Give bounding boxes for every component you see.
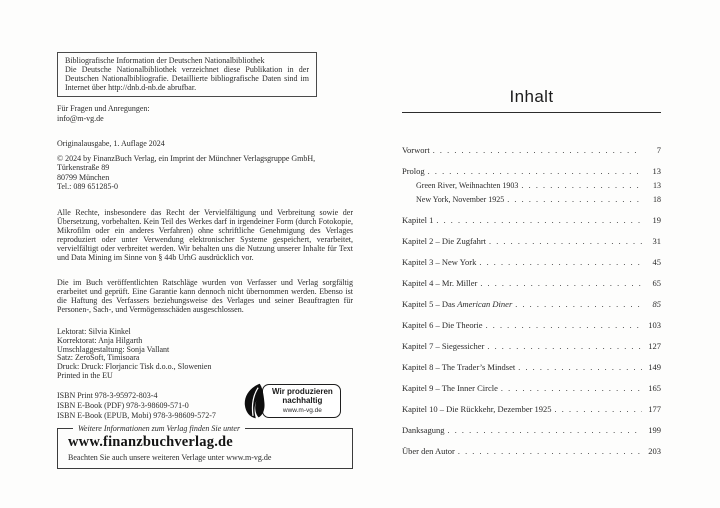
isbn-list xyxy=(57,391,216,420)
toc-title-rule xyxy=(402,112,661,113)
toc-page-number: 165 xyxy=(648,383,661,393)
credit-line: Druck: Druck: Florjancic Tisk d.o.o., Slowenien xyxy=(57,362,212,372)
toc-page xyxy=(402,0,661,508)
toc-entry-label: Über den Autor xyxy=(402,446,455,456)
toc-entry-label: Kapitel 8 – The Trader’s Mindset xyxy=(402,362,516,372)
toc-entry xyxy=(402,447,661,456)
toc-entry xyxy=(402,258,661,267)
toc-leader-dots xyxy=(448,426,643,435)
publisher-address-line: Tel.: 089 651285-0 xyxy=(57,181,118,191)
toc-entry xyxy=(402,146,661,155)
toc-entry xyxy=(402,300,661,309)
publisher-address xyxy=(57,154,315,191)
disclaimer-paragraph: Die im Buch veröffentlichten Ratschläge wurden von Verfasser und Verlag sorgfältig erarbeitet und geprüft. Eine Garantie kann dennoch nicht übernommen werden. Ebenso ist die Haftung des Verfassers beziehungsweise des Verlages und seiner Beauftragten für Personen-, Sach-, und Vermögensschäden ausgeschlossen. xyxy=(57,278,353,314)
publisher-website-box xyxy=(57,424,353,469)
toc-entry-label: Kapitel 2 – Die Zugfahrt xyxy=(402,236,487,246)
imprint-page xyxy=(57,0,353,508)
toc-entry xyxy=(402,405,661,414)
edition-line: Originalausgabe, 1. Auflage 2024 xyxy=(57,139,165,148)
publisher-website-note: Beachten Sie auch unsere weiteren Verlage unter www.m-vg.de xyxy=(68,453,272,462)
toc-entry-label: Vorwort xyxy=(402,145,430,155)
toc-leader-dots xyxy=(479,258,642,267)
publisher-address-line: 80799 München xyxy=(57,172,110,182)
toc-entry-label: Kapitel 1 xyxy=(402,215,434,225)
eco-badge-url: www.m-vg.de xyxy=(282,406,322,414)
eco-badge xyxy=(243,383,341,419)
toc-page-number: 13 xyxy=(652,166,661,176)
toc-entry-label: Danksagung xyxy=(402,425,445,435)
toc-entry xyxy=(402,216,661,225)
credit-line: Satz: ZeroSoft, Timisoara xyxy=(57,353,140,363)
toc-page-number: 31 xyxy=(652,236,661,246)
toc-entry-label: New York, November 1925 xyxy=(416,195,505,204)
toc-title: Inhalt xyxy=(509,87,554,106)
credit-line: Lektorat: Silvia Kinkel xyxy=(57,327,131,336)
contact-info xyxy=(57,104,150,123)
toc-list xyxy=(402,146,661,456)
toc-leader-dots xyxy=(480,279,642,288)
publisher-address-line: © 2024 by FinanzBuch Verlag, ein Imprint der Münchner Verlagsgruppe GmbH, xyxy=(57,154,316,163)
toc-entry-label: Prolog xyxy=(402,166,425,176)
toc-leader-dots xyxy=(486,321,642,330)
contact-line: Für Fragen und Anregungen: xyxy=(57,104,150,113)
toc-entry xyxy=(402,279,661,288)
dnb-info-box xyxy=(57,52,317,97)
eco-badge-frame xyxy=(262,384,341,418)
toc-entry xyxy=(402,426,661,435)
toc-entry-label: Kapitel 5 – Das American Diner xyxy=(402,299,513,309)
toc-entry xyxy=(402,321,661,330)
toc-leader-dots xyxy=(507,195,642,204)
toc-entry xyxy=(402,195,661,204)
isbn-line: ISBN E-Book (EPUB, Mobi) 978-3-98609-572-7 xyxy=(57,410,216,420)
isbn-line: ISBN Print 978-3-95972-803-4 xyxy=(57,391,158,400)
toc-page-number: 203 xyxy=(648,446,661,456)
toc-leader-dots xyxy=(521,181,642,190)
toc-entry xyxy=(402,342,661,351)
publisher-address-line: Türkenstraße 89 xyxy=(57,163,110,173)
isbn-line: ISBN E-Book (PDF) 978-3-98609-571-0 xyxy=(57,400,189,410)
toc-entry xyxy=(402,237,661,246)
toc-page-number: 7 xyxy=(656,145,661,155)
toc-leader-dots xyxy=(436,216,642,225)
publisher-website-legend: Weitere Informationen zum Verlag finden Sie unter xyxy=(78,424,241,433)
credit-line: Umschlaggestaltung: Sonja Vallant xyxy=(57,344,170,354)
toc-page-number: 65 xyxy=(652,278,661,288)
toc-entry-label: Kapitel 7 – Siegessicher xyxy=(402,341,485,351)
eco-badge-line1: Wir produzieren xyxy=(272,387,333,397)
toc-entry-label: Kapitel 6 – Die Theorie xyxy=(402,320,483,330)
toc-entry xyxy=(402,363,661,372)
toc-entry xyxy=(402,181,661,190)
toc-entry-label: Kapitel 9 – The Inner Circle xyxy=(402,383,498,393)
eco-badge-line2: nachhaltig xyxy=(282,396,323,406)
rights-paragraph: Alle Rechte, insbesondere das Recht der Vervielfältigung und Verbreitung sowie der Übersetzung, vorbehalten. Kein Teil des Werkes darf in irgendeiner Form (durch Fotokopie, Mikrofilm oder ein anderes Verfahren) ohne schriftliche Genehmigung des Verlages reproduziert oder unter Verwendung elektronischer Systeme gespeichert, verarbeitet, vervielfältigt oder verbreitet werden. Wir behalten uns die Nutzung unserer Inhalte für Text und Data Mining im Sinne von § 44b UrhG ausdrücklich vor. xyxy=(57,208,353,262)
toc-leader-dots xyxy=(487,342,642,351)
toc-page-number: 19 xyxy=(652,215,661,225)
toc-leader-dots xyxy=(515,300,642,309)
contact-line: info@m-vg.de xyxy=(57,113,104,123)
toc-page-number: 18 xyxy=(653,195,661,204)
credit-line: Korrektorat: Anja Hilgarth xyxy=(57,335,143,345)
toc-leader-dots xyxy=(555,405,642,414)
toc-page-number: 149 xyxy=(648,362,661,372)
toc-entry-label: Kapitel 10 – Die Rückkehr, Dezember 1925 xyxy=(402,404,552,414)
dnb-info-body: Die Deutsche Nationalbibliothek verzeichnet diese Publikation in der Deutschen Nationalbibliografie. Detaillierte bibliografische Daten sind im Internet über http://dnb.d-nb.de abrufbar. xyxy=(65,65,309,92)
toc-leader-dots xyxy=(489,237,642,246)
toc-leader-dots xyxy=(433,146,642,155)
toc-entry xyxy=(402,167,661,176)
leaf-icon xyxy=(243,383,267,419)
toc-leader-dots xyxy=(501,384,642,393)
toc-entry xyxy=(402,384,661,393)
toc-entry-label: Kapitel 4 – Mr. Miller xyxy=(402,278,478,288)
toc-page-number: 199 xyxy=(648,425,661,435)
publisher-website-url: www.finanzbuchverlag.de xyxy=(68,434,233,450)
credit-line: Printed in the EU xyxy=(57,370,113,380)
toc-entry-label: Kapitel 3 – New York xyxy=(402,257,477,267)
credits-list xyxy=(57,328,211,381)
toc-leader-dots xyxy=(518,363,642,372)
toc-page-number: 13 xyxy=(653,181,661,190)
dnb-info-title: Bibliografische Information der Deutschen Nationalbibliothek xyxy=(65,56,265,65)
toc-page-number: 45 xyxy=(652,257,661,267)
toc-page-number: 85 xyxy=(652,299,661,309)
toc-page-number: 177 xyxy=(648,404,661,414)
toc-leader-dots xyxy=(458,447,642,456)
toc-leader-dots xyxy=(428,167,642,176)
toc-entry-label: Green River, Weihnachten 1903 xyxy=(416,181,519,190)
toc-page-number: 127 xyxy=(648,341,661,351)
toc-page-number: 103 xyxy=(648,320,661,330)
